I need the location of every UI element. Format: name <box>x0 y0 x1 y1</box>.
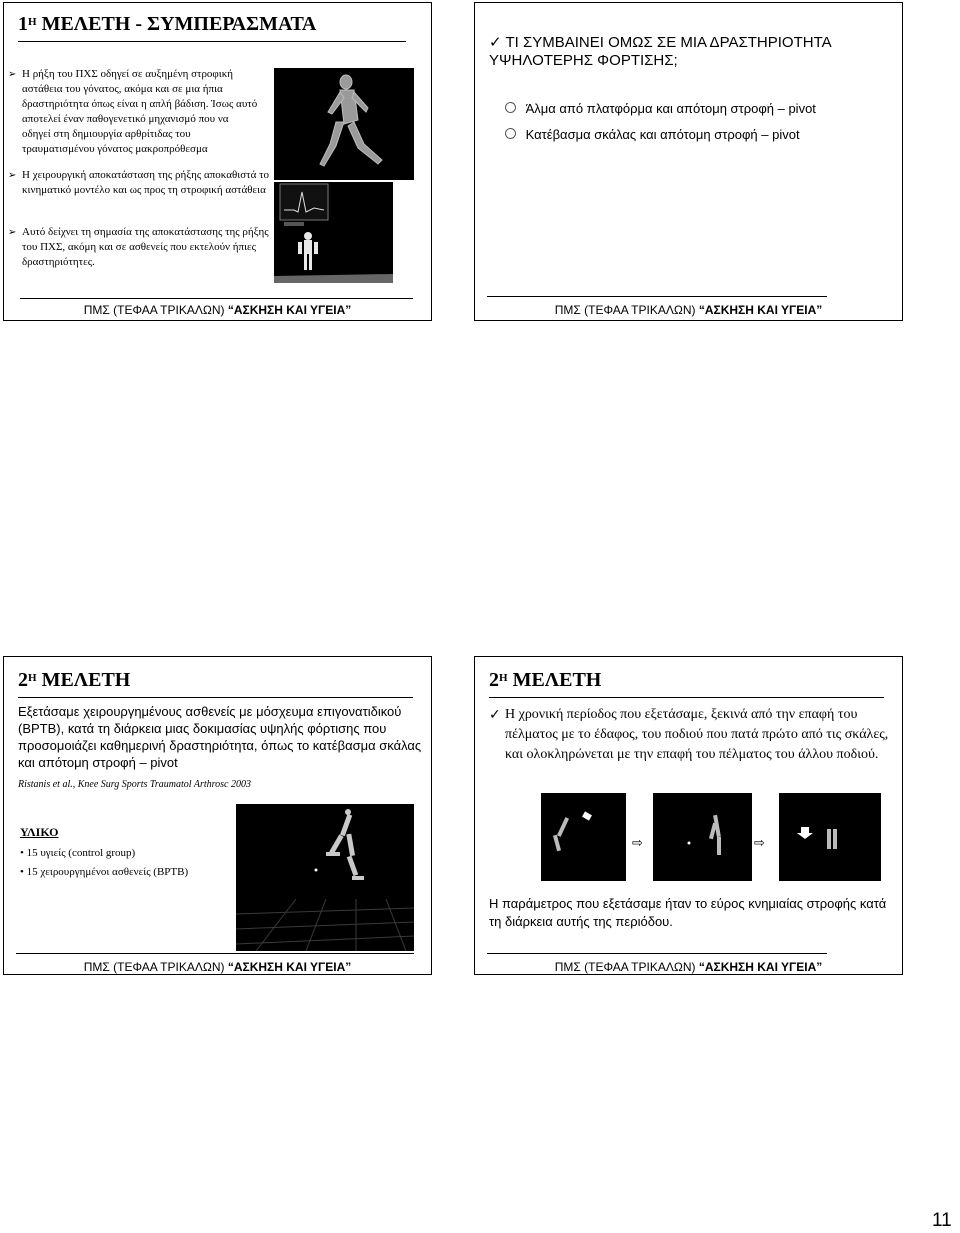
circle-bullet-icon <box>505 128 516 139</box>
slide-4-caption: Η παράμετρος που εξετάσαμε ήταν το εύρος κνημιαίας στροφής κατά τη διάρκεια αυτής της περιόδου. <box>489 896 887 929</box>
slide-2-item-2: Κατέβασμα σκάλας και απότομη στροφή – pivot <box>505 127 800 142</box>
slide-4-footer: ΠΜΣ (ΤΕΦΑΑ ΤΡΙΚΑΛΩΝ) “ΑΣΚΗΣΗ ΚΑΙ ΥΓΕΙΑ” <box>554 960 823 974</box>
arrow-icon: ⇨ <box>754 835 765 850</box>
slide-2-item-1: Άλμα από πλατφόρμα και απότομη στροφή – pivot <box>505 101 816 116</box>
slide-3-title: $2^H$ ΜΕΛΕΤΗ <box>18 669 131 691</box>
slide-1 <box>3 2 432 321</box>
slide-4 <box>474 656 903 975</box>
material-label: ΥΛΙΚΟ <box>20 825 59 839</box>
slide-1-footer: ΠΜΣ (ΤΕΦΑΑ ΤΡΙΚΑΛΩΝ) “ΑΣΚΗΣΗ ΚΑΙ ΥΓΕΙΑ” <box>83 303 352 317</box>
skeleton-kinematics-image <box>274 182 393 283</box>
slide-2-footer: ΠΜΣ (ΤΕΦΑΑ ΤΡΙΚΑΛΩΝ) “ΑΣΚΗΣΗ ΚΑΙ ΥΓΕΙΑ” <box>554 303 823 317</box>
arrow-icon: ⇨ <box>632 835 643 850</box>
slide-1-bullet-3: ➢ Αυτό δείχνει τη σημασία της αποκατάστασης της ρήξης του ΠΧΣ, ακόμη και σε ασθενείς που εκτελούν ήπιες δραστηριότητες. <box>8 226 269 268</box>
walking-legs-image <box>236 804 414 951</box>
slide-1-bullet-2: ➢ Η χειρουργική αποκατάσταση της ρήξης αποκαθιστά το κινηματικό μοντέλο και ως προς τη στροφική αστάθεια <box>8 169 270 196</box>
frame-2-image <box>653 793 752 881</box>
slide-1-title: $1^H$ ΜΕΛΕΤΗ - ΣΥΜΠΕΡΑΣΜΑΤΑ <box>18 13 317 35</box>
slide-2-heading: ✓ ΤΙ ΣΥΜΒΑΙΝΕΙ ΟΜΩΣ ΣΕ ΜΙΑ ΔΡΑΣΤΗΡΙΟΤΗΤΑ ΥΨΗΛΟΤΕΡΗΣ ΦΟΡΤΙΣΗΣ; <box>489 33 831 69</box>
slide-2 <box>474 2 903 321</box>
slide-3-footer: ΠΜΣ (ΤΕΦΑΑ ΤΡΙΚΑΛΩΝ) “ΑΣΚΗΣΗ ΚΑΙ ΥΓΕΙΑ” <box>83 960 352 974</box>
circle-bullet-icon <box>505 102 516 113</box>
page-number: 11 <box>932 1210 952 1231</box>
material-item-1: • 15 υγιείς (control group) <box>20 847 136 859</box>
runner-figure-image <box>274 68 414 180</box>
material-item-2: • 15 χειρουργημένοι ασθενείς (BPTB) <box>20 866 189 878</box>
slide-3-body: Εξετάσαμε χειρουργημένους ασθενείς με μόσχευμα επιγονατιδικού (ΒΡΤΒ), κατά τη διάρκεια μιας δοκιμασίας υψηλής φόρτισης που προσομοιάζει καθημερινή δραστηριότητα, όπως το κατέβασμα σκάλας και απότομη στροφή – pivot <box>18 704 422 770</box>
slide-1-bullet-1: ➢ Η ρήξη του ΠΧΣ οδηγεί σε αυξημένη στροφική αστάθεια του γόνατος, ακόμα και σε μια ήπια δραστηριότητα όπως είναι η απλή βάδιση. Ίσως αυτό αποτελεί έναν παθογενετικό μηχανισμό που να οδηγεί στη δημιουργία αρθρίτιδας του τραυματισμένου γόνατος μακροπρόθεσμα <box>8 68 258 155</box>
frame-3-image <box>779 793 881 881</box>
slide-3-reference: Ristanis et al., Knee Surg Sports Traumatol Arthrosc 2003 <box>18 779 251 790</box>
frame-1-image <box>541 793 626 881</box>
slide-3 <box>3 656 432 975</box>
slide-4-body: ✓ Η χρονική περίοδος που εξετάσαμε, ξεκινά από την επαφή του πέλματος με το έδαφος, του ποδιού που πατά πρώτο από τις σκάλες, και ολοκληρώνεται με την επαφή του πέλματος του άλλου ποδιού. <box>489 707 889 762</box>
slide-4-title: $2^H$ ΜΕΛΕΤΗ <box>489 669 602 691</box>
